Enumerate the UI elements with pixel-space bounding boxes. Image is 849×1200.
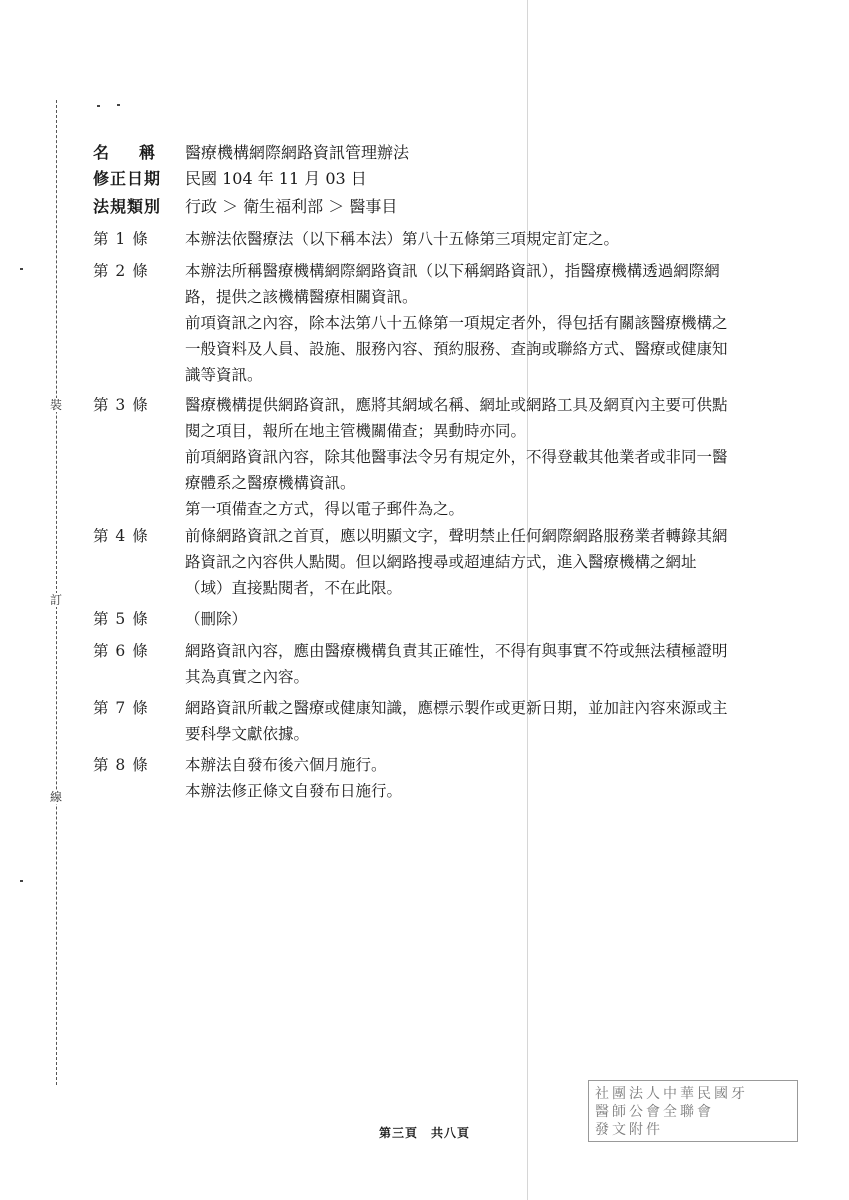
stamp-line: 社團法人中華民國牙 <box>595 1086 748 1102</box>
article-label: 第 2 條 <box>93 262 149 280</box>
binding-char: 訂 <box>49 593 62 607</box>
stamp-line: 發文附件 <box>595 1122 663 1138</box>
scan-speck <box>20 880 23 882</box>
article-paragraph: 本辦法修正條文自發布日施行。 <box>185 782 403 800</box>
article-paragraph: 前項網路資訊內容，除其他醫事法令另有規定外，不得登載其他業者或非同一醫療體系之醫療機構資訊。 <box>185 448 728 492</box>
binding-char: 裝 <box>49 398 62 412</box>
meta-name-label: 名稱 <box>93 143 186 162</box>
meta-date-value: 民國 104 年 11 月 03 日 <box>185 169 367 188</box>
article-paragraph: 第一項備查之方式，得以電子郵件為之。 <box>185 500 465 518</box>
article-paragraph: 本辦法依醫療法（以下稱本法）第八十五條第三項規定訂定之。 <box>185 230 620 248</box>
article-label: 第 3 條 <box>93 396 149 414</box>
article-body <box>185 606 733 632</box>
article-paragraph: 前項資訊之內容，除本法第八十五條第一項規定者外，得包括有關該醫療機構之一般資料及人員、設施、服務內容、預約服務、查詢或聯絡方式、醫療或健康知識等資訊。 <box>185 314 728 384</box>
article-paragraph: 本辦法所稱醫療機構網際網路資訊（以下稱網路資訊），指醫療機構透過網際網路，提供之該機構醫療相關資訊。 <box>185 262 720 306</box>
article-3 <box>93 392 733 522</box>
article-label: 第 6 條 <box>93 642 149 660</box>
article-label: 第 1 條 <box>93 230 149 248</box>
scan-speck <box>117 104 120 106</box>
article-5 <box>93 606 733 632</box>
article-label: 第 7 條 <box>93 699 149 717</box>
article-body <box>185 258 733 388</box>
scan-speck <box>20 268 23 270</box>
meta-date-label: 修正日期 <box>93 169 162 188</box>
article-paragraph: 本辦法自發布後六個月施行。 <box>185 756 387 774</box>
article-paragraph: 前條網路資訊之首頁，應以明顯文字，聲明禁止任何網際網路服務業者轉錄其網路資訊之內容供人點閱。但以網路搜尋或超連結方式，進入醫療機構之網址（域）直接點閱者，不在此限。 <box>185 527 728 597</box>
article-paragraph: 醫療機構提供網路資訊，應將其網域名稱、網址或網路工具及網頁內主要可供點閱之項目，報所在地主管機關備查；異動時亦同。 <box>185 396 728 440</box>
article-paragraph: （刪除） <box>185 610 248 628</box>
article-8 <box>93 752 733 804</box>
article-paragraph: 網路資訊內容，應由醫療機構負責其正確性，不得有與事實不符或無法積極證明其為真實之內容。 <box>185 642 728 686</box>
meta-date-row <box>93 168 367 190</box>
article-6 <box>93 638 733 690</box>
article-body <box>185 638 733 690</box>
article-body <box>185 695 733 747</box>
meta-category-label: 法規類別 <box>93 197 162 216</box>
scan-speck <box>97 105 100 107</box>
meta-category-row <box>93 196 397 218</box>
article-label: 第 8 條 <box>93 756 149 774</box>
article-4 <box>93 523 733 601</box>
article-body <box>185 523 733 601</box>
article-body <box>185 392 733 522</box>
meta-name-value: 醫療機構網際網路資訊管理辦法 <box>185 143 410 162</box>
article-body <box>185 752 733 804</box>
article-body <box>185 226 733 252</box>
article-2 <box>93 258 733 388</box>
page-number: 第三頁 共八頁 <box>378 1126 470 1140</box>
article-1 <box>93 226 733 252</box>
article-7 <box>93 695 733 747</box>
article-label: 第 4 條 <box>93 527 149 545</box>
meta-name-row <box>93 142 409 164</box>
stamp-line: 醫師公會全聯會 <box>595 1104 714 1120</box>
article-label: 第 5 條 <box>93 610 149 628</box>
article-paragraph: 網路資訊所載之醫療或健康知識，應標示製作或更新日期，並加註內容來源或主要科學文獻依據。 <box>185 699 728 743</box>
meta-category-value: 行政 ＞ 衛生福利部 ＞ 醫事目 <box>185 197 398 216</box>
binding-char: 線 <box>49 790 62 804</box>
